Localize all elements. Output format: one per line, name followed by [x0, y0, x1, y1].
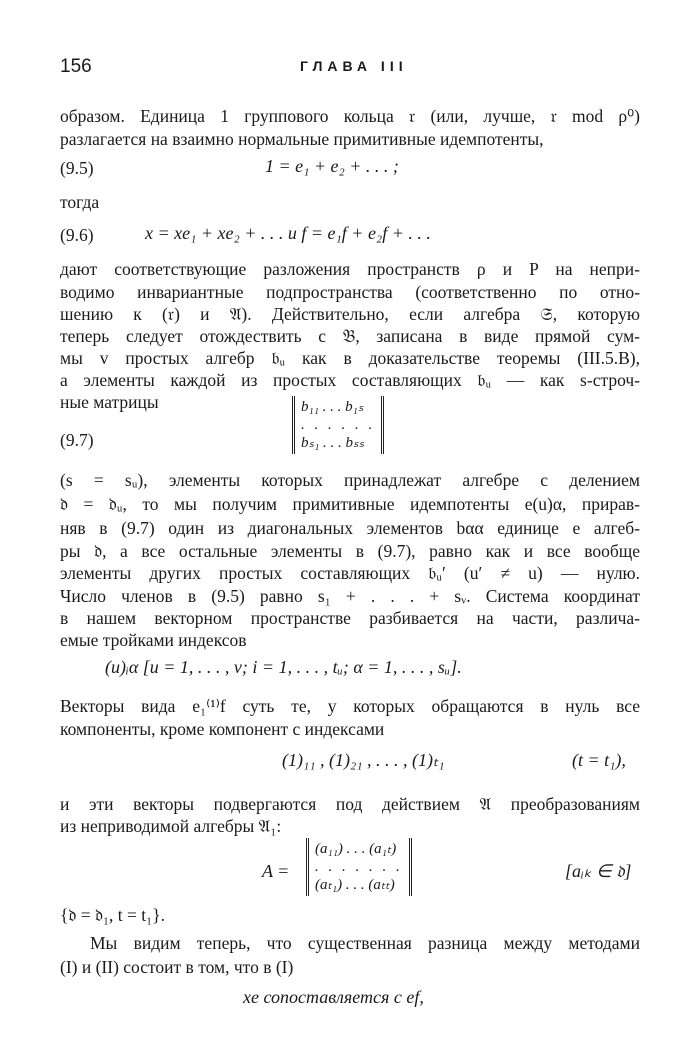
- text-line: xe сопоставляется с ef,: [243, 987, 424, 1007]
- text-line: Векторы вида e₁⁽¹⁾f суть те, у которых обращаются в нуль все: [60, 696, 640, 716]
- text-line: {𝔡 = 𝔡₁, t = t₁}.: [60, 905, 166, 925]
- index-condition: (t = t₁),: [572, 750, 626, 770]
- matrix-row: (a₁₁) . . . (a₁ₜ): [315, 841, 397, 857]
- matrix-row: . . . . . . .: [315, 859, 403, 875]
- equation-label: (9.5): [60, 158, 94, 178]
- matrix-b: [292, 396, 384, 454]
- text-line: теперь следует отождествить с 𝔅, записана в виде прямой сум-: [60, 326, 640, 346]
- text-line: няв в (9.7) один из диагональных элементов bαα единице e алгеб-: [60, 518, 640, 538]
- equation-9-5: 1 = e₁ + e₂ + . . . ;: [265, 156, 399, 176]
- text-line: компоненты, кроме компонент с индексами: [60, 719, 385, 739]
- text-line: Число членов в (9.5) равно s₁ + . . . + sᵥ. Система координат: [60, 586, 640, 606]
- text-line: и эти векторы подвергаются под действием 𝔄 преобразованиям: [60, 794, 640, 814]
- page-number: 156: [60, 56, 92, 77]
- equation-label: (9.7): [60, 430, 94, 450]
- text-line: мы v простых алгебр 𝔟ᵤ как в доказательстве теоремы (III.5.B),: [60, 348, 640, 368]
- equation-a-lhs: A =: [262, 861, 290, 881]
- text-line: Мы видим теперь, что существенная разница между методами: [90, 933, 640, 953]
- equation-label: (9.6): [60, 225, 94, 245]
- equation-a-condition: [aᵢₖ ∈ 𝔡]: [565, 861, 632, 881]
- text-line: в нашем векторном пространстве разбивается на части, различа-: [60, 608, 640, 628]
- text-line: ры 𝔡, а все остальные элементы в (9.7), равно как и все вообще: [60, 541, 640, 561]
- text-line: элементы других простых составляющих 𝔟ᵤ′ (u′ ≠ u) — нулю.: [60, 563, 640, 583]
- text-line: (I) и (II) состоит в том, что в (I): [60, 957, 294, 977]
- equation-9-6: x = xe₁ + xe₂ + . . . и f = e₁f + e₂f + . . .: [145, 223, 431, 243]
- text-line: емые тройками индексов: [60, 630, 247, 650]
- matrix-row: b₁₁ . . . b₁ₛ: [301, 399, 364, 415]
- matrix-row: (aₜ₁) . . . (aₜₜ): [315, 877, 395, 893]
- chapter-title: ГЛАВА III: [300, 58, 408, 74]
- index-line: (u)ᵢα [u = 1, . . . , v; i = 1, . . . , tᵤ; α = 1, . . . , sᵤ].: [105, 657, 462, 677]
- text-line: ные матрицы: [60, 392, 159, 412]
- text-line: образом. Единица 1 группового кольца 𝔯 (или, лучше, 𝔯 mod ρ⁰): [60, 106, 640, 126]
- matrix-row: bₛ₁ . . . bₛₛ: [301, 435, 365, 451]
- matrix-row: . . . . . .: [301, 417, 376, 433]
- text-line: водимо инвариантные подпространства (соответственно по отно-: [60, 282, 640, 302]
- text-line: шению к (𝔯) и 𝔄). Действительно, если алгебра 𝔖, которую: [60, 304, 640, 324]
- text-line: (s = sᵤ), элементы которых принадлежат алгебре с делением: [60, 470, 640, 490]
- matrix-a: [306, 838, 412, 896]
- text-line: разлагается на взаимно нормальные примитивные идемпотенты,: [60, 129, 544, 149]
- text-line: из неприводимой алгебры 𝔄₁:: [60, 816, 282, 836]
- index-list: (1)₁₁ , (1)₂₁ , . . . , (1)ₜ₁: [282, 750, 445, 770]
- text-line: тогда: [60, 192, 100, 212]
- text-line: 𝔡 = 𝔡ᵤ, то мы получим примитивные идемпотенты e(u)α, прирав-: [60, 494, 640, 514]
- text-line: дают соответствующие разложения пространств ρ и P на непри-: [60, 259, 640, 279]
- text-line: а элементы каждой из простых составляющих 𝔟ᵤ — как s-строч-: [60, 370, 640, 390]
